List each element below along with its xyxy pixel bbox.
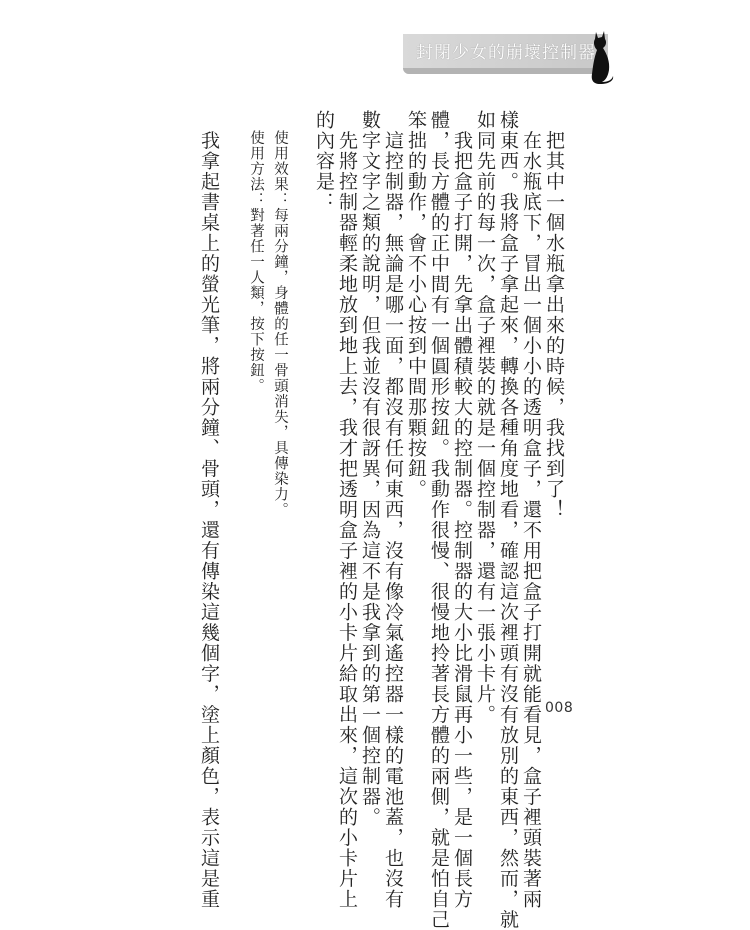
card-usage-method: 使用方法：對著任一人類，按下按鈕。 bbox=[248, 130, 264, 394]
book-title: 封閉少女的崩壞控制器 bbox=[416, 43, 596, 63]
body-text-main: 把其中一個水瓶拿出來的時候，我找到了！ 在水瓶底下，冒出一個小小的透明盒子，還不用把盒子打開就能看見，盒子裡頭裝著兩 樣東西。我將盒子拿起來，轉換各種角度地看，確認這次裡頭有沒有放別的東西，然而，就 如同先前的每一次，盒子裡裝的就是一個控制器，還有一張小卡片。 我把盒子打開，先拿出體積較大的控制器。控制器的大小比滑鼠再小一些，是一個長方 體，長方體的正中間有一個圓形按鈕。我動作很慢、很慢地拎著長方體的兩側，就是怕自己 笨拙的動作，會不小心按到中間那顆按鈕。 這控制器，無論是哪一面，都沒有任何東西，沒有像冷氣遙控器一樣的電池蓋，也沒有 數字文字之類的說明，但我並沒有很訝異，因為這不是我拿到的第一個控制器。 先將控制器輕柔地放到地上去，我才把透明盒子裡的小卡片給取出來，這次的小卡片上 的內容是： bbox=[313, 110, 565, 930]
black-cat-icon bbox=[588, 30, 614, 84]
body-text-continued: 我拿起書桌上的螢光筆，將兩分鐘、骨頭，還有傳染這幾個字，塗上顏色，表示這是重 bbox=[198, 110, 220, 910]
page-number: 008 bbox=[545, 700, 574, 716]
card-usage-effect: 使用效果：每兩分鐘，身體的任一骨頭消失，具傳染力。 bbox=[272, 130, 288, 518]
